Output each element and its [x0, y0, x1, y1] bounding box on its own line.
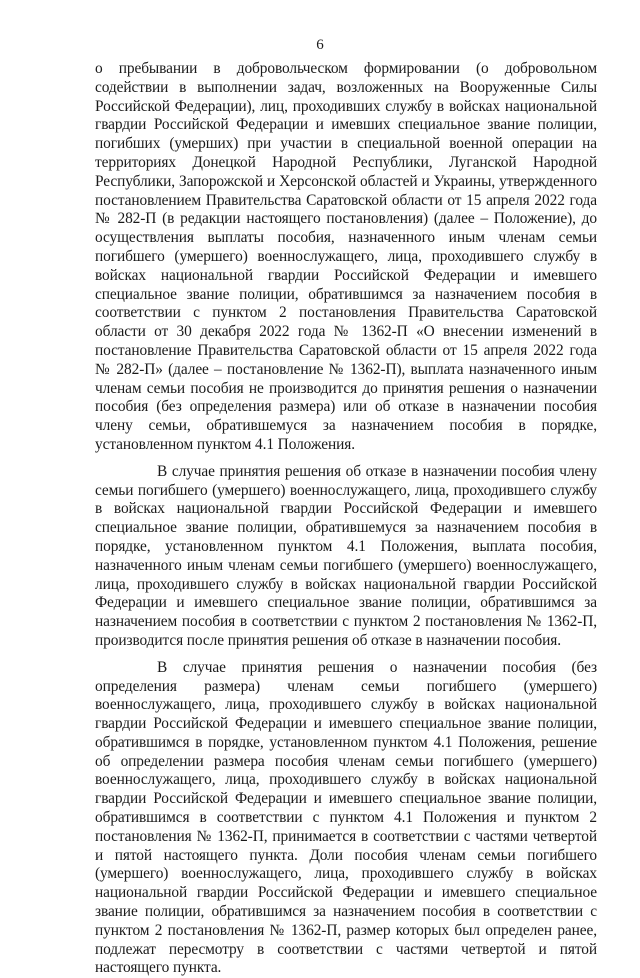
paragraph-assignment-case: В случае принятия решения о назначении пособия (без определения размера) членам семьи погибшего (умершего) военнослужащего, лица, проходившего службу в войсках национальной гвардии Российской Федерации и имевшего специальное звание полиции, обратившимся в порядке, установленном пунктом 4.1 Положения, решение об определении размера пособия членам семьи погибшего (умершего) военнослужащего, лица, проходившего службу в войсках национальной гвардии Российской Федерации и имевшего специальное звание полиции, обратившимся в соответствии с пунктом 4.1 Положения и пунктом 2 постановления № 1362-П, принимается в соответствии с частями четвертой и пятой настоящего пункта. Доли пособия членам семьи погибшего (умершего) военнослужащего, лица, проходившего службу в войсках национальной гвардии Российской Федерации и имевшего специальное звание полиции, обратившимся за назначением пособия в соответствии с пунктом 2 постановления № 1362-П, размер которых был определен ранее, подлежат пересмотру в соответствии с частями четвертой и пятой настоящего пункта. — [95, 658, 597, 977]
paragraph-refusal-case: В случае принятия решения об отказе в назначении пособия члену семьи погибшего (умершего) военнослужащего, лица, проходившего службу в войсках национальной гвардии Российской Федерации и имевшего специальное звание полиции, обратившемуся за назначением пособия в порядке, установленном пунктом 4.1 Положения, выплата пособия, назначенного иным членам семьи погибшего (умершего) военнослужащего, лица, проходившего службу в войсках национальной гвардии Российской Федерации и имевшего специальное звание полиции, обратившимся за назначением пособия в соответствии с пунктом 2 постановления № 1362-П, производится после принятия решения об отказе в назначении пособия. — [95, 462, 597, 649]
page-number: 6 — [316, 37, 324, 53]
paragraph-continuation: о пребывании в добровольческом формировании (о добровольном содействии в выполнении задач, возложенных на Вооруженные Силы Российской Федерации), лиц, проходивших службу в войсках национальной гвардии Российской Федерации и имевших специальное звание полиции, погибших (умерших) при участии в специальной военной операции на территориях Донецкой Народной Республики, Луганской Народной Республики, Запорожской и Херсонской областей и Украины, утвержденного постановлением Правительства Саратовской области от 15 апреля 2022 года № 282-П (в редакции настоящего постановления) (далее – Положение), до осуществления выплаты пособия, назначенного иным членам семьи погибшего (умершего) военнослужащего, лица, проходившего службу в войсках национальной гвардии Российской Федерации и имевшего специальное звание полиции, обратившимся за назначением пособия в соответствии с пунктом 2 постановления Правительства Саратовской области от 30 декабря 2022 года № 1362-П «О внесении изменений в постановление Правительства Саратовской области от 15 апреля 2022 года № 282-П» (далее – постановление № 1362-П), выплата назначенного иным членам семьи пособия не производится до принятия решения о назначении пособия (без определения размера) или об отказе в назначении пособия члену семьи, обратившемуся за назначением пособия в порядке, установленном пунктом 4.1 Положения. — [95, 60, 597, 453]
document-body — [95, 60, 597, 978]
